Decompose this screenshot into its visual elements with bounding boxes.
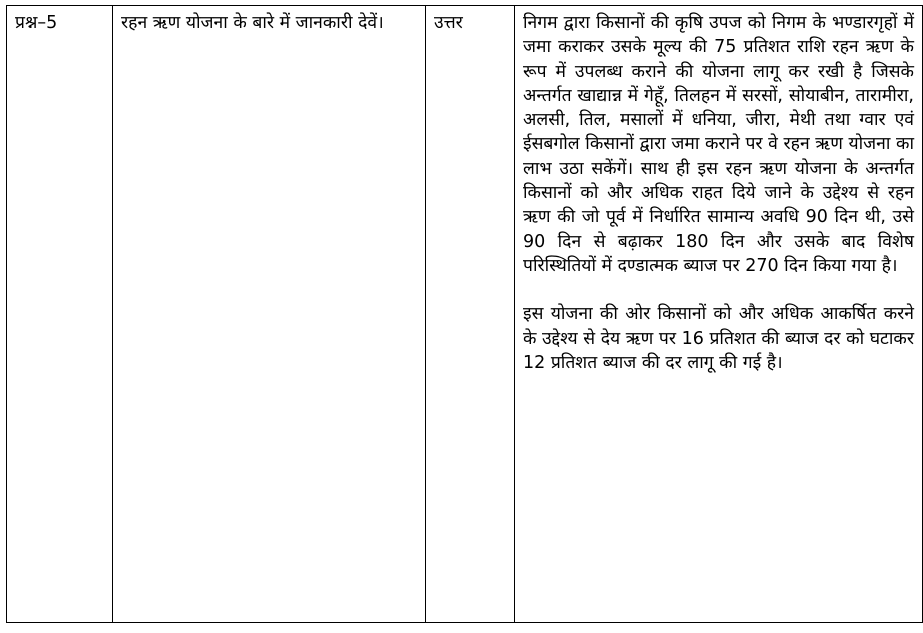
- question-number: प्रश्न–5: [15, 13, 58, 33]
- answer-cell: [515, 6, 923, 623]
- answer-label: उत्तर: [434, 13, 463, 33]
- answer-paragraph-2: इस योजना की ओर किसानों को और अधिक आकर्षित करने के उद्देश्य से देय ऋण पर 16 प्रतिशत की ब्याज दर को घटाकर 12 प्रतिशत ब्याज की दर लागू की गई है।: [523, 304, 914, 373]
- question-number-cell: [7, 6, 113, 623]
- question-text: रहन ऋण योजना के बारे में जानकारी देवें।: [121, 13, 384, 33]
- answer-paragraph-1: निगम द्वारा किसानों की कृषि उपज को निगम के भण्डारगृहों में जमा कराकर उसके मूल्य की 75 प्रतिशत राशि रहन ऋण के रूप में उपलब्ध कराने की योजना लागू कर रखी है जिसके अन्तर्गत खाद्यान्न में गेहूँ, तिलहन में सरसों, सोयाबीन, तारामीरा, अलसी, तिल, मसालों में धनिया, जीरा, मेथी तथा ग्वार एवं ईसबगोल किसानों द्वारा जमा कराने पर वे रहन ऋण योजना का लाभ उठा सकेंगें। साथ ही इस रहन ऋण योजना के अन्तर्गत किसानों को और अधिक राहत दिये जाने के उद्देश्य से रहन ऋण की जो पूर्व में निर्धारित सामान्य अवधि 90 दिन थी, उसे 90 दिन से बढ़ाकर 180 दिन और उसके बाद विशेष परिस्थितियों में दण्डात्मक ब्याज पर 270 दिन किया गया है।: [523, 13, 914, 276]
- question-cell: [113, 6, 426, 623]
- table-row: [7, 6, 923, 623]
- answer-label-cell: [426, 6, 515, 623]
- qa-table: [6, 5, 923, 623]
